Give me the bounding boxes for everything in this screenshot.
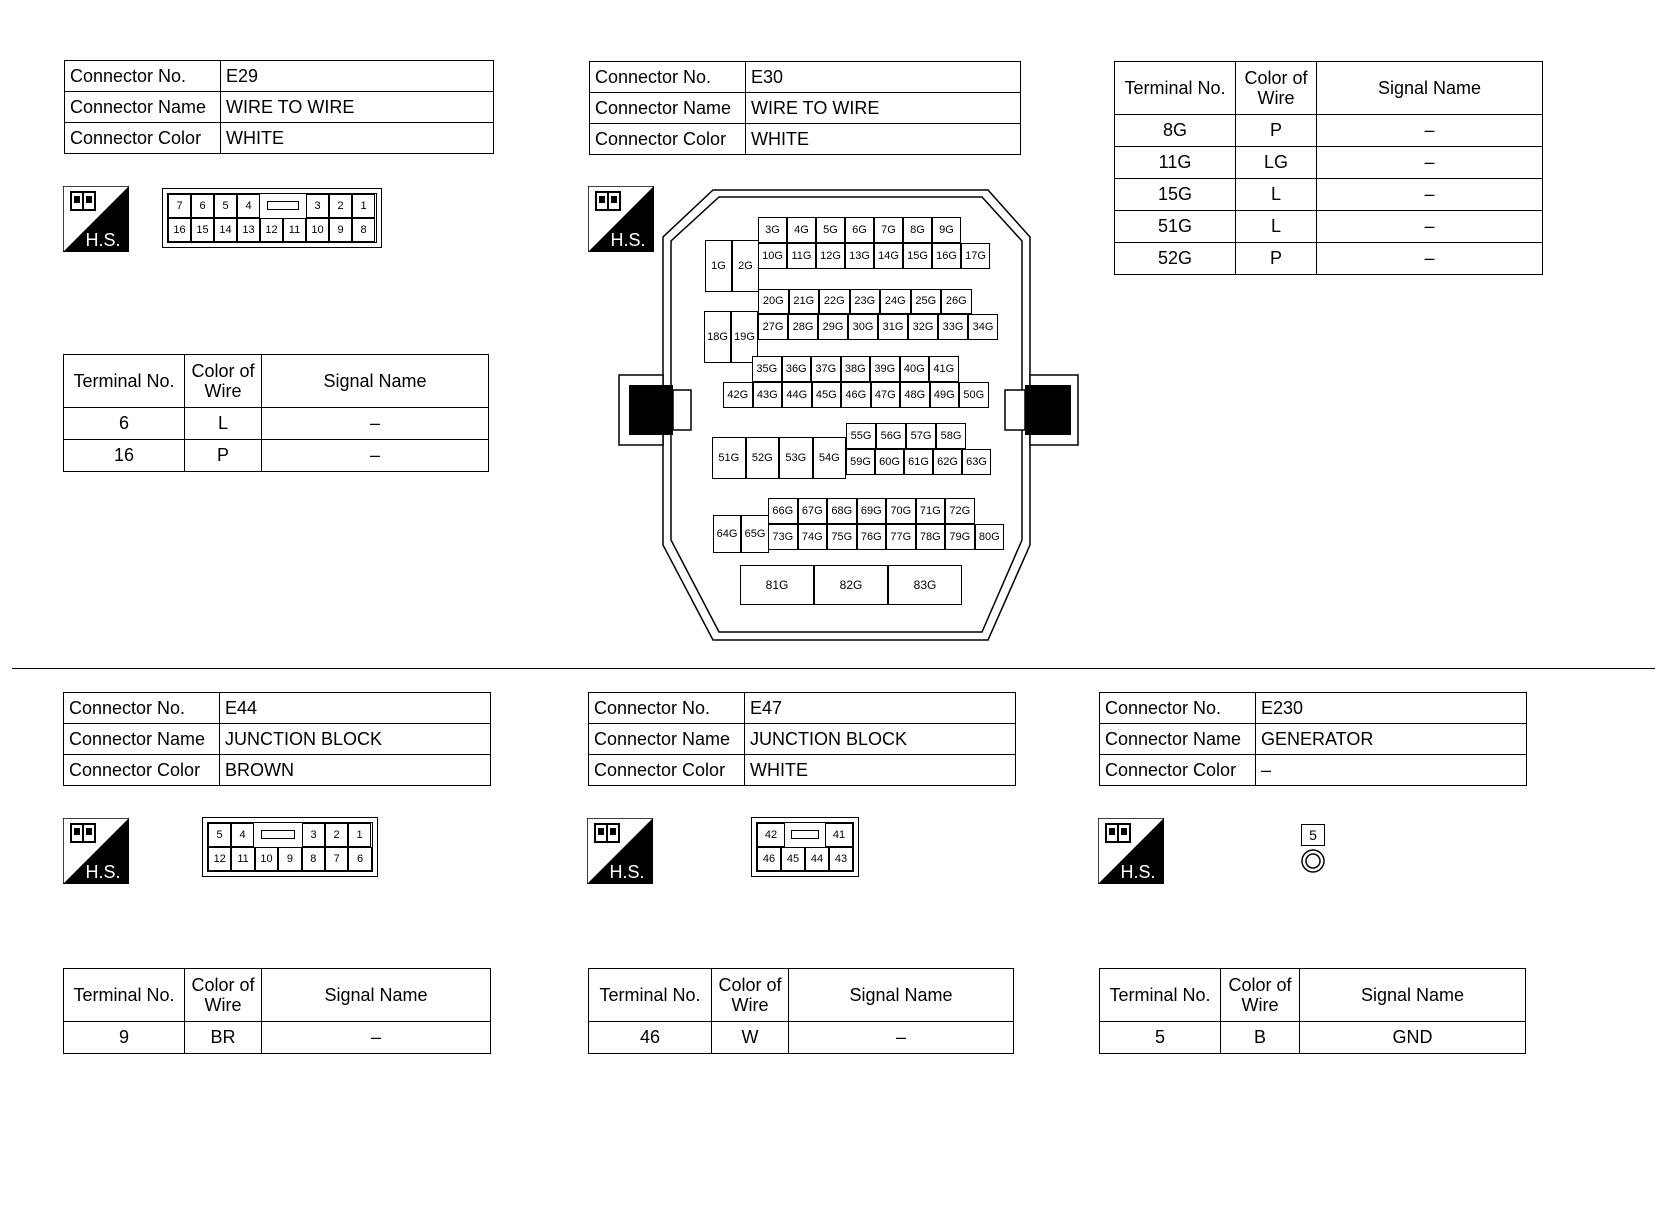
pin: 57G <box>906 423 936 449</box>
pin: 79G <box>945 524 975 550</box>
pin: 10 <box>306 218 329 242</box>
ring-terminal-icon <box>1300 848 1326 874</box>
pin: 13 <box>237 218 260 242</box>
table-row: 9 BR – <box>64 1022 491 1054</box>
header-terminal-no: Terminal No. <box>1115 62 1236 115</box>
pin: 6 <box>348 847 371 871</box>
pin: 41 <box>825 823 853 847</box>
pin: 2 <box>325 823 348 847</box>
section-divider <box>12 668 1655 669</box>
table-row: 6 L – <box>64 408 489 440</box>
pin: 12 <box>208 847 231 871</box>
pin: 31G <box>878 314 908 340</box>
e44-no: E44 <box>220 693 491 724</box>
label-connector-no: Connector No. <box>590 62 746 93</box>
pin: 52G <box>746 437 780 479</box>
pin: 76G <box>857 524 887 550</box>
pin: 55G <box>846 423 876 449</box>
e44-info-table <box>63 692 491 786</box>
e230-color: – <box>1256 755 1527 786</box>
label-connector-name: Connector Name <box>64 724 220 755</box>
pin: 3 <box>306 194 329 218</box>
e29-connector-face <box>162 188 382 248</box>
pin: 5G <box>816 217 845 243</box>
pin: 34G <box>968 314 998 340</box>
pin: 45G <box>812 382 842 408</box>
pin: 46 <box>757 847 781 871</box>
e30-info-table <box>589 61 1021 155</box>
pin: 25G <box>911 289 942 314</box>
table-row: 5 B GND <box>1100 1022 1526 1054</box>
label-connector-color: Connector Color <box>590 124 746 155</box>
e29-info-table <box>64 60 494 154</box>
pin: 16G <box>932 243 961 269</box>
pin: 69G <box>857 498 887 524</box>
pin: 49G <box>930 382 960 408</box>
pin: 36G <box>782 356 812 382</box>
pin: 2 <box>329 194 352 218</box>
pin: 58G <box>936 423 966 449</box>
pin: 74G <box>798 524 828 550</box>
pin: 6 <box>191 194 214 218</box>
hs-icon <box>63 186 129 252</box>
header-signal-name: Signal Name <box>1317 62 1543 115</box>
e30-name: WIRE TO WIRE <box>746 93 1021 124</box>
pin: 9G <box>932 217 961 243</box>
pin: 19G <box>731 311 758 363</box>
pin: 11 <box>231 847 254 871</box>
pin: 15G <box>903 243 932 269</box>
pin: 18G <box>704 311 731 363</box>
table-row: 46 W – <box>589 1022 1014 1054</box>
pin: 1G <box>705 240 732 292</box>
lock-tab <box>260 194 306 218</box>
label-connector-color: Connector Color <box>64 755 220 786</box>
header-terminal-no: Terminal No. <box>1100 969 1221 1022</box>
label-connector-name: Connector Name <box>1100 724 1256 755</box>
hs-label: H.S. <box>85 230 121 250</box>
hs-icon <box>587 818 653 884</box>
pin: 71G <box>916 498 946 524</box>
pin: 21G <box>789 289 820 314</box>
pin: 27G <box>758 314 788 340</box>
pin: 35G <box>752 356 782 382</box>
header-terminal-no: Terminal No. <box>589 969 712 1022</box>
label-connector-no: Connector No. <box>589 693 745 724</box>
pin: 51G <box>712 437 746 479</box>
e30-no: E30 <box>746 62 1021 93</box>
pin: 3G <box>758 217 787 243</box>
pin: 6G <box>845 217 874 243</box>
e44-color: BROWN <box>220 755 491 786</box>
pin: 10 <box>255 847 278 871</box>
pin: 30G <box>848 314 878 340</box>
pin: 29G <box>818 314 848 340</box>
pin: 43 <box>829 847 853 871</box>
svg-text:H.S.: H.S. <box>85 862 121 882</box>
pin: 11G <box>787 243 816 269</box>
pin: 50G <box>959 382 989 408</box>
pin: 72G <box>945 498 975 524</box>
svg-text:H.S.: H.S. <box>609 862 645 882</box>
pin: 61G <box>904 449 933 475</box>
e44-name: JUNCTION BLOCK <box>220 724 491 755</box>
pin: 8G <box>903 217 932 243</box>
pin: 59G <box>846 449 875 475</box>
pin: 5 <box>1301 824 1325 846</box>
e47-terminal-table <box>588 968 1014 1054</box>
lock-tab <box>785 823 825 847</box>
pin: 9 <box>278 847 301 871</box>
label-connector-no: Connector No. <box>1100 693 1256 724</box>
pin: 67G <box>798 498 828 524</box>
pin: 15 <box>191 218 214 242</box>
e230-info-table <box>1099 692 1527 786</box>
pin: 14 <box>214 218 237 242</box>
e47-name: JUNCTION BLOCK <box>745 724 1016 755</box>
pin: 64G <box>713 515 741 553</box>
pin: 66G <box>768 498 798 524</box>
pin: 70G <box>886 498 916 524</box>
pin: 77G <box>886 524 916 550</box>
e44-terminal-table <box>63 968 491 1054</box>
pin: 80G <box>975 524 1005 550</box>
lock-tab <box>254 823 302 847</box>
pin: 73G <box>768 524 798 550</box>
pin: 40G <box>900 356 930 382</box>
table-row: 16 P – <box>64 440 489 472</box>
e47-color: WHITE <box>745 755 1016 786</box>
pin: 2G <box>732 240 759 292</box>
pin: 33G <box>938 314 968 340</box>
hs-icon <box>1098 818 1164 884</box>
pin: 12G <box>816 243 845 269</box>
pin: 28G <box>788 314 818 340</box>
pin: 32G <box>908 314 938 340</box>
label-connector-color: Connector Color <box>65 123 221 154</box>
pin: 65G <box>741 515 769 553</box>
pin: 62G <box>933 449 962 475</box>
label-connector-color: Connector Color <box>589 755 745 786</box>
pin: 7G <box>874 217 903 243</box>
e44-connector-face <box>202 817 378 877</box>
pin: 7 <box>168 194 191 218</box>
label-connector-name: Connector Name <box>65 92 221 123</box>
header-signal-name: Signal Name <box>1300 969 1526 1022</box>
pin: 63G <box>962 449 991 475</box>
pin: 38G <box>841 356 871 382</box>
header-color-of-wire: Color of Wire <box>185 969 262 1022</box>
pin: 4 <box>237 194 260 218</box>
pin: 37G <box>811 356 841 382</box>
e230-connector-face <box>1300 824 1326 874</box>
pin: 78G <box>916 524 946 550</box>
pin: 22G <box>819 289 850 314</box>
pin: 14G <box>874 243 903 269</box>
pin: 48G <box>900 382 930 408</box>
header-color-of-wire: Color of Wire <box>1236 62 1317 115</box>
table-row: 51G L – <box>1115 211 1543 243</box>
svg-text:H.S.: H.S. <box>1120 862 1156 882</box>
pin: 44G <box>782 382 812 408</box>
pin: 42G <box>723 382 753 408</box>
pin: 47G <box>871 382 901 408</box>
pin: 5 <box>214 194 237 218</box>
pin: 43G <box>753 382 783 408</box>
label-connector-name: Connector Name <box>589 724 745 755</box>
e30-terminal-table <box>1114 61 1543 275</box>
pin: 44 <box>805 847 829 871</box>
pin: 16 <box>168 218 191 242</box>
pin: 82G <box>814 565 888 605</box>
pin: 8 <box>352 218 375 242</box>
pin: 4 <box>231 823 254 847</box>
e230-terminal-table <box>1099 968 1526 1054</box>
header-signal-name: Signal Name <box>262 969 491 1022</box>
e29-no: E29 <box>221 61 494 92</box>
header-terminal-no: Terminal No. <box>64 969 185 1022</box>
pin: 41G <box>929 356 959 382</box>
table-row: 52G P – <box>1115 243 1543 275</box>
pin: 83G <box>888 565 962 605</box>
label-connector-no: Connector No. <box>64 693 220 724</box>
pin: 75G <box>827 524 857 550</box>
label-connector-no: Connector No. <box>65 61 221 92</box>
pin: 4G <box>787 217 816 243</box>
pin: 39G <box>870 356 900 382</box>
e47-connector-face <box>751 817 859 877</box>
label-connector-name: Connector Name <box>590 93 746 124</box>
pin: 8 <box>302 847 325 871</box>
e30-color: WHITE <box>746 124 1021 155</box>
pin: 13G <box>845 243 874 269</box>
pin: 45 <box>781 847 805 871</box>
pin: 17G <box>961 243 990 269</box>
e230-name: GENERATOR <box>1256 724 1527 755</box>
header-signal-name: Signal Name <box>789 969 1014 1022</box>
table-row: 15G L – <box>1115 179 1543 211</box>
table-row: 11G LG – <box>1115 147 1543 179</box>
e29-color: WHITE <box>221 123 494 154</box>
pin: 23G <box>850 289 881 314</box>
hs-icon <box>63 818 129 884</box>
pin: 11 <box>283 218 306 242</box>
pin: 42 <box>757 823 785 847</box>
header-color-of-wire: Color of Wire <box>712 969 789 1022</box>
svg-text:H.S.: H.S. <box>610 230 646 250</box>
pin: 20G <box>758 289 789 314</box>
table-row: 8G P – <box>1115 115 1543 147</box>
pin: 5 <box>208 823 231 847</box>
header-color-of-wire: Color of Wire <box>1221 969 1300 1022</box>
header-color-of-wire: Color of Wire <box>185 355 262 408</box>
pin: 53G <box>779 437 813 479</box>
header-terminal-no: Terminal No. <box>64 355 185 408</box>
pin: 54G <box>813 437 847 479</box>
pin: 9 <box>329 218 352 242</box>
pin: 10G <box>758 243 787 269</box>
pin: 60G <box>875 449 904 475</box>
pin: 56G <box>876 423 906 449</box>
e29-name: WIRE TO WIRE <box>221 92 494 123</box>
e230-no: E230 <box>1256 693 1527 724</box>
pin: 1 <box>352 194 375 218</box>
label-connector-color: Connector Color <box>1100 755 1256 786</box>
pin: 1 <box>348 823 371 847</box>
e47-no: E47 <box>745 693 1016 724</box>
pin: 26G <box>941 289 972 314</box>
pin: 7 <box>325 847 348 871</box>
pin: 3 <box>302 823 325 847</box>
pin: 46G <box>841 382 871 408</box>
pin: 68G <box>827 498 857 524</box>
header-signal-name: Signal Name <box>262 355 489 408</box>
pin: 12 <box>260 218 283 242</box>
e47-info-table <box>588 692 1016 786</box>
pin: 24G <box>880 289 911 314</box>
pin: 81G <box>740 565 814 605</box>
e29-terminal-table <box>63 354 489 472</box>
